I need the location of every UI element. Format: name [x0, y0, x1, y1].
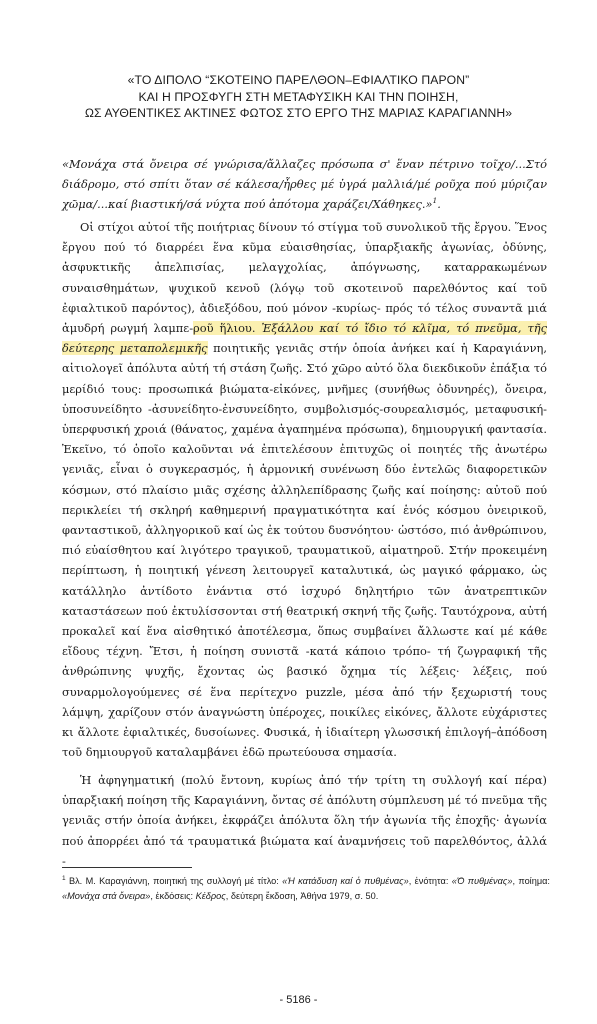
footnote-mark: 1 — [62, 874, 66, 882]
title-line-2: ΚΑΙ Η ΠΡΟΣΦΥΓΗ ΣΤΗ ΜΕΤΑΦΥΣΙΚΗ ΚΑΙ ΤΗΝ ΠΟΙΗΣΗ, — [138, 89, 459, 104]
epigraph: «Μονάχα στά ὄνειρα σέ γνώρισα/ἄλλαζες πρόσωπα σ' ἕναν πέτρινο τοῖχο/...Στό διάδρομο, στό σπίτι ὅταν σέ κάλεσα/ἦρθες μέ ὑγρά μαλλιά/μέ ροῦχα πού μύριζαν χῶμα/...καί βιαστική/σά νύχτα πού ἀπότομα χαράζει/Χάθηκες.»$^1$. — [62, 157, 547, 212]
footnote-italic-b: «Ὁ πυθμένας» — [451, 876, 513, 886]
page-number: - 5186 - — [279, 994, 318, 1006]
paragraph-1-text-a: Οἱ στίχοι αὐτοί τῆς ποιήτριας δίνουν τό στίγμα τοῦ συνολικοῦ τῆς ἔργου. Ἕνος ἔργου πού τό διαρρέει ἕνα κῦμα εὐαισθησίας, ὑπαρξιακῆς ἀγωνίας, ὀδύνης, ἀσφυκτικῆς ἀπελπισίας, μελαγχολίας, ἀπόγνωσης, καταρρακωμένων συναισθημάτων, ψυχικοῦ κενοῦ (λόγῳ τοῦ σκοτεινοῦ παρελθόντος καί τοῦ ἐφιαλτικοῦ παρόντος), ἀδιεξόδου, πού μόνον -κυρίως- πρός τό τέλος συναντᾶ μιά ἀμυδρή ρωγμή λαμπε- — [62, 220, 547, 336]
footnote-divider — [62, 867, 192, 868]
paragraph-2 — [62, 770, 547, 871]
footnote-text-d: , ἐκδόσεις: — [150, 891, 196, 901]
footnote-ref: 1 — [432, 196, 438, 206]
highlight-italic: Ἐξάλλου καί τό ἴδιο τό κλῖμα, τό πνεῦμα, τῆς δεύτερης μεταπολεμικῆς — [62, 321, 547, 356]
article-title — [40, 72, 557, 122]
epigraph-text: «Μονάχα στά ὄνειρα σέ γνώρισα/ἄλλαζες πρόσωπα σ' ἕναν πέτρινο τοῖχο/...Στό διάδρομο, στό σπίτι ὅταν σέ κάλεσα/ἦρθες μέ ὑγρά μαλλιά/μέ ροῦχα πού μύριζαν χῶμα/...καί βιαστική/σά νύχτα πού ἀπότομα χαράζει/Χάθηκες.» — [62, 157, 547, 212]
footnote-italic-c: «Μονάχα στά ὄνειρα» — [62, 891, 151, 901]
footnote-text-b: , ἑνότητα: — [408, 876, 452, 886]
footnote-text-c: , ποίημα: — [512, 876, 550, 886]
title-line-3: ΩΣ ΑΥΘΕΝΤΙΚΕΣ ΑΚΤΙΝΕΣ ΦΩΤΟΣ ΣΤΟ ΕΡΓΟ ΤΗΣ ΜΑΡΙΑΣ ΚΑΡΑΓΙΑΝΝΗ» — [84, 106, 513, 120]
paragraph-1-text-b: ποιητικῆς γενιᾶς στήν ὁποία ἀνήκει καί ἡ Καραγιάννη, αἰτιολογεῖ ἀπόλυτα αὐτή τή στάση ζωῆς. Στό χῶρο αὐτό ὅλα διεκδικοῦν ἐπάξια τό μερίδιό τους: προσωπικά βιώματα-εἰκόνες, μνῆμες (συνήθως ὀδυνηρές), ὄνειρα, ὑποσυνείδητο -ἀσυνείδητο-ἐνσυνείδητο, συμβολισμός-σουρεαλισμός, μεταφυσική-ὑπερφυσική χροιά (θάνατος, χαμένα ἀγαπημένα πρόσωπα), δημιουργική φαντασία. Ἐκεῖνο, τό ὁποῖο καλοῦνται νά ἐπιτελέσουν ἐπιτυχῶς οἱ ποιητές τῆς ἀνωτέρω γενιᾶς, εἶναι ὁ συγκερασμός, ἡ ἁρμονική συνένωση δύο ἐντελῶς διαφορετικῶν κόσμων, στό πλαίσιο μιᾶς σχέσης ἀλληλεπίδρασης ζωῆς καί ποίησης: αὐτοῦ πού περικλείει τή σκληρή καθημερινή πραγματικότητα καί ἑνός κόσμου ὀνειρικοῦ, φανταστικοῦ, ἀλληγορικοῦ καί ὡς ἐκ τούτου δυσνόητου· ὡστόσο, πιό ἀνθρώπινου, πιό εὐαίσθητου καί λιγότερο τραγικοῦ, τραυματικοῦ, αἱματηροῦ. Στήν προκειμένη περίπτωση, ἡ ποιητική γένεση λειτουργεῖ καταλυτικά, ὡς μαγικό φάρμακο, ὡς κατάλληλο ἀντίδοτο ἐνάντια στό ἰσχυρό δηλητήριο τῶν ἀνατρεπτικῶν καταστάσεων πού ἐκτυλίσσονται στή θεατρική σκηνή τῆς ζωῆς. Ταυτόχρονα, αὐτή προκαλεῖ καί ἕνα αἰσθητικό ἀποτέλεσμα, ὅπως συμβαίνει ἄλλωστε καί μέ κάθε εἴδους τέχνη. Ἔτσι, ἡ ποίηση συνιστᾶ -κατά κάποιο τρόπο- τή ζωγραφική τῆς ἀνθρώπινης ψυχῆς, ἔχοντας ὡς βασικό ὄχημα τίς λέξεις· λέξεις, πού συναρμολογούμενες σέ ἕνα περίτεχνο puzzle, μέσα ἀπό τήν ξεχωριστή τους λάμψη, χαρίζουν στόν ἀναγνώστη ὑπέροχες, ποικίλες εἰκόνες, ἄλλοτε εὐχάριστες κι ἄλλοτε ἐφιαλτικές, δυσοίωνες. Φυσικά, ἡ ἰδιαίτερη γλωσσική ἐπιλογή–ἀπόδοση τοῦ δημιουργοῦ καταλαμβάνει ἐδῶ πρωτεύουσα σημασία. — [62, 341, 547, 760]
paragraph-1 — [62, 217, 547, 762]
title-line-1: «ΤΟ ΔΙΠΟΛΟ “ΣΚΟΤΕΙΝΟ ΠΑΡΕΛΘΟΝ–ΕΦΙΑΛΤΙΚΟ ΠΑΡΟΝ” — [127, 73, 470, 87]
highlight-plain: ροῦ ἥλιου. — [193, 321, 256, 336]
footnote-italic-d: Κέδρος — [195, 891, 226, 901]
footnote — [62, 874, 550, 904]
footnote-text-e: , δεύτερη ἔκδοση, Ἀθήνα 1979, σ. 50. — [225, 891, 379, 901]
footnote-italic-a: «Ἡ κατάδυση καί ὁ πυθμένας» — [282, 876, 409, 886]
footnote-text-a: Βλ. Μ. Καραγιάννη, ποιητική της συλλογή μέ τίτλο: — [65, 876, 283, 886]
paragraph-2-text: Ἡ ἀφηγηματική (πολύ ἔντονη, κυρίως ἀπό τήν τρίτη τη συλλογή καί πέρα) ὑπαρξιακή ποίηση τῆς Καραγιάννη, ὄντας σέ ἀπόλυτη σύμπλευση μέ τό πνεῦμα τῆς γενιᾶς στήν ὁποία ἀνήκει, ἐκφράζει ἀπόλυτα ὅλη τήν ἀγωνία τῆς ἐποχῆς· ἀγωνία πού ἀπορρέει ἀπό τά τραυματικά βιώματα καί ἀναμνήσεις τοῦ παρελθόντος, ἀλλά - — [62, 773, 547, 868]
